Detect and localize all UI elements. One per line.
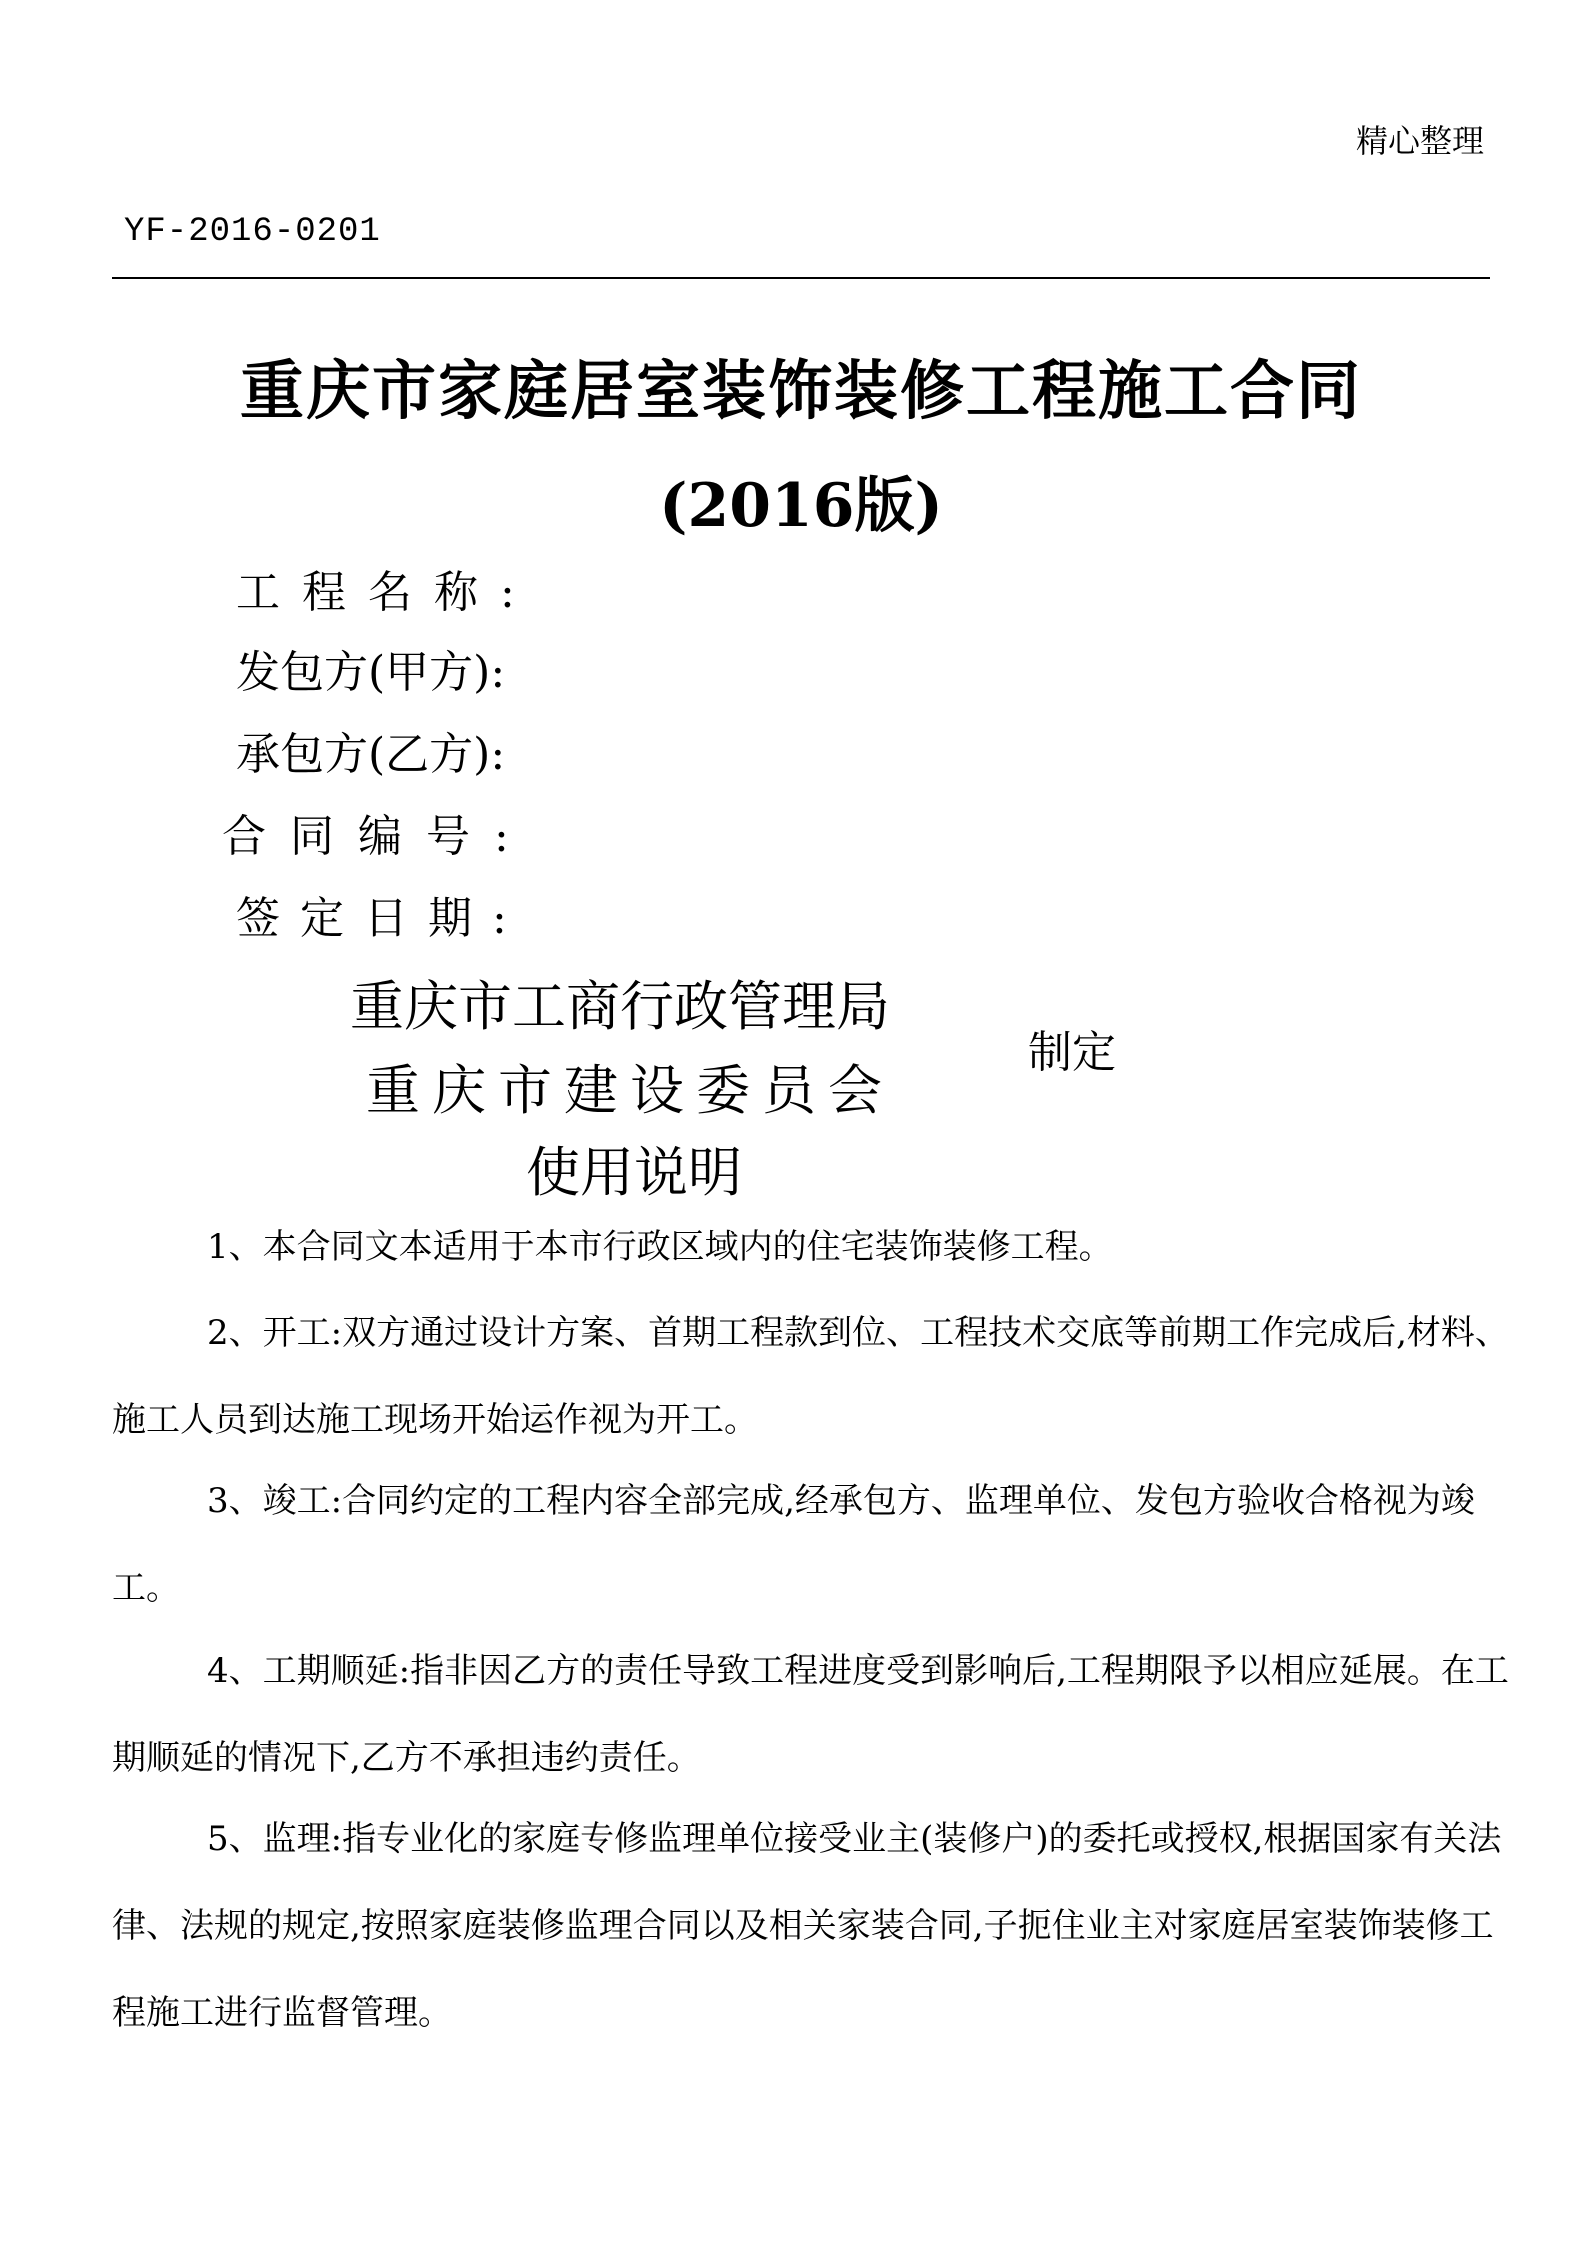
document-code: YF-2016-0201: [124, 213, 381, 251]
issuer-made-label: 制定: [1028, 1027, 1116, 1078]
contract-edition: (2016版): [659, 471, 943, 541]
usage-item: 4、工期顺延:指非因乙方的责任导致工程进度受到影响后,工程期限予以相应延展。在工期顺延的情况下,乙方不承担违约责任。: [112, 1651, 1509, 1778]
usage-item: 1、本合同文本适用于本市行政区域内的住宅装饰装修工程。: [207, 1227, 1113, 1267]
issuer-commerce-bureau: 重庆市工商行政管理局: [350, 975, 890, 1038]
usage-item: 5、监理:指专业化的家庭专修监理单位接受业主(装修户)的委托或授权,根据国家有关法律、法规的规定,按照家庭装修监理合同以及相关家装合同,子扼住业主对家庭居室装饰装修工程施工进行监督管理。: [112, 1819, 1502, 2033]
header-note: 精心整理: [1356, 122, 1485, 160]
usage-heading: 使用说明: [526, 1141, 742, 1204]
field-contractor: 承包方(乙方):: [236, 729, 506, 780]
issuer-construction-committee: 重庆市建设委员会: [366, 1059, 894, 1122]
header-divider: [112, 277, 1490, 279]
field-contract-number: 合同编号:: [222, 811, 533, 862]
field-sign-date: 签定日期:: [236, 893, 527, 944]
field-employer: 发包方(甲方):: [236, 647, 506, 698]
field-project-name: 工程名称:: [236, 567, 537, 618]
usage-item: 2、开工:双方通过设计方案、首期工程款到位、工程技术交底等前期工作完成后,材料、施工人员到达施工现场开始运作视为开工。: [112, 1313, 1509, 1440]
usage-item: 3、竣工:合同约定的工程内容全部完成,经承包方、监理单位、发包方验收合格视为竣工。: [112, 1481, 1475, 1608]
contract-title: 重庆市家庭居室装饰装修工程施工合同: [240, 354, 1362, 429]
